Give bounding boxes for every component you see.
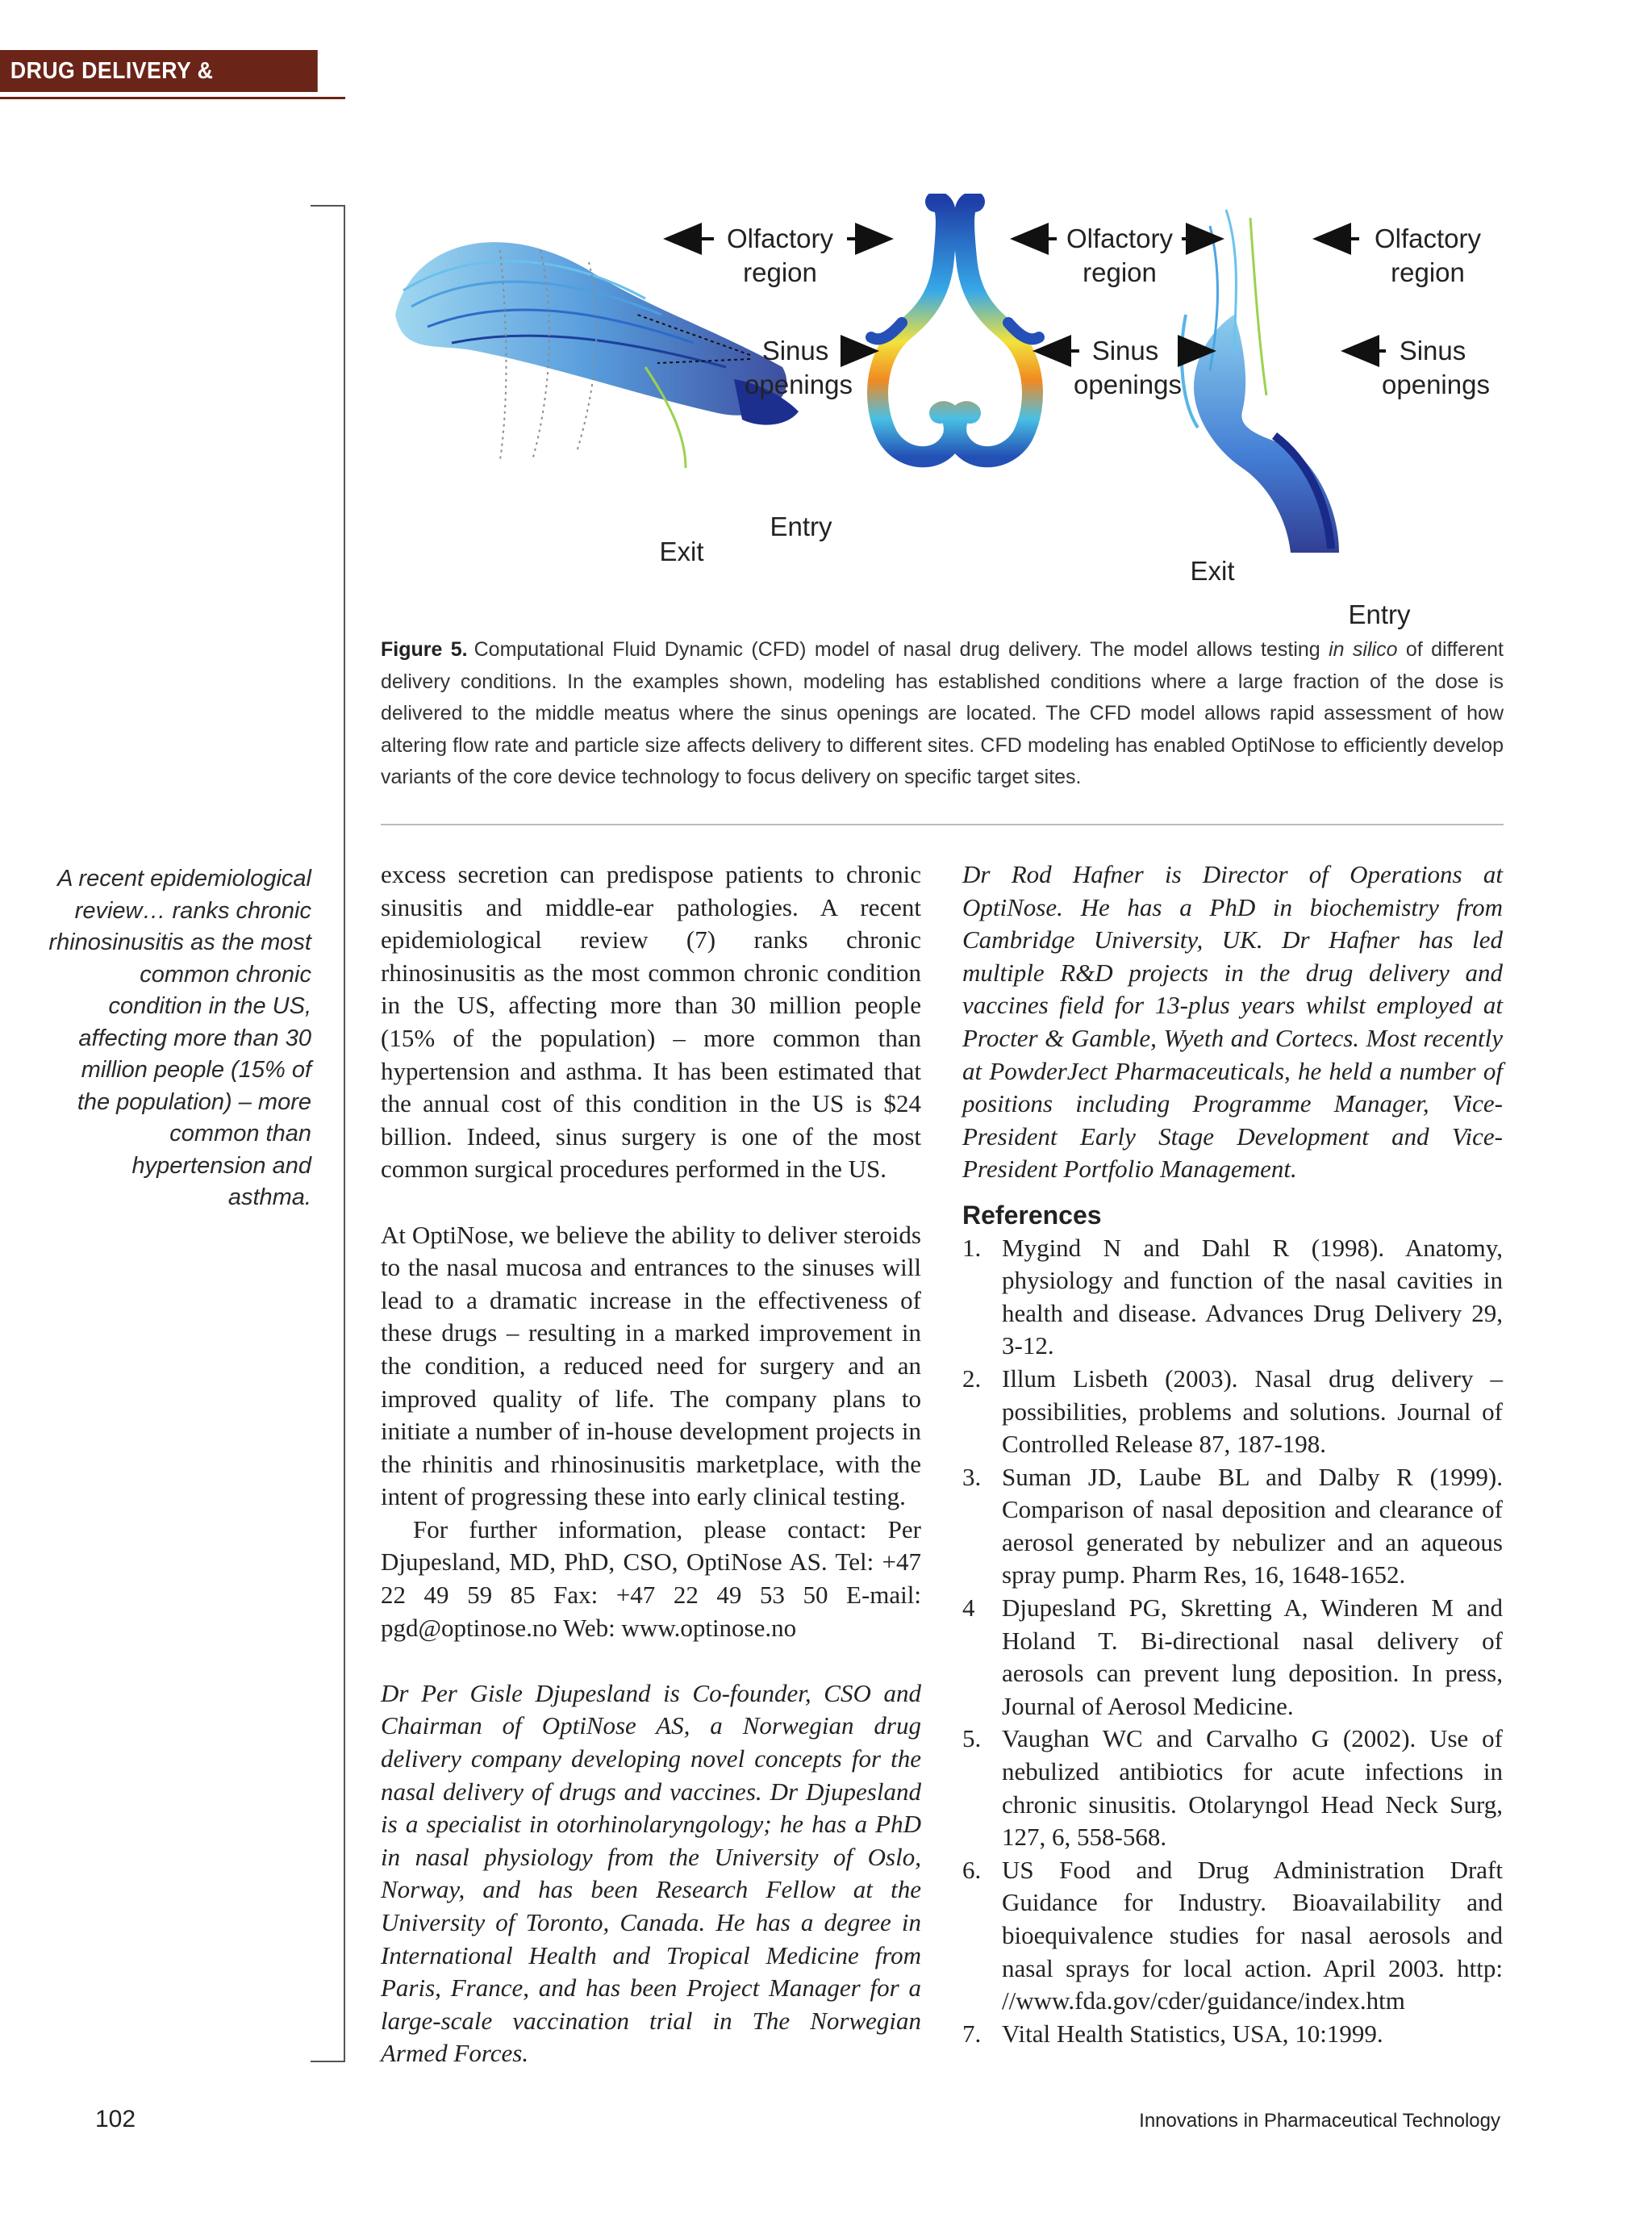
reference-text: Suman JD, Laube BL and Dalby R (1999). Comparison of nasal deposition and clearance of aerosol generated by nebulizer and an aqueous spray pump. Pharm Res, 16, 1648-1652. — [1002, 1462, 1503, 1589]
label-sinus-left-1: Sinus — [761, 336, 829, 365]
label-olfactory-right-2: region — [1391, 257, 1465, 287]
label-sinus-right-2: openings — [1382, 370, 1490, 399]
label-olfactory-left-1: Olfactory — [726, 223, 834, 253]
reference-item — [962, 1461, 1503, 1592]
contact-paragraph: For further information, please contact: Per Djupesland, MD, PhD, CSO, OptiNose AS. Tel: +47 22 49 59 85 Fax: +47 22 49 53 50 E-mail: pgd@optinose.no Web: www.optinose.no — [381, 1514, 921, 1642]
reference-number: 7. — [962, 2019, 982, 2048]
section-rule — [0, 97, 345, 99]
body-paragraph-2: At OptiNose, we believe the ability to deliver steroids to the nasal mucosa and entrances to the sinuses will lead to a dramatic increase in the effectiveness of these drugs – resulting in a marked improvement in the condition, a reduced need for surgery and an improved quality of life. The company plans to initiate a number of in-house development projects in the rhinitis and rhinosinusitis marketplace, with the intent of progressing these into early clinical testing. — [381, 1220, 921, 1511]
figure-annotations — [637, 223, 1490, 629]
references-list — [962, 1232, 1503, 2051]
label-sinus-left-2: openings — [745, 370, 853, 399]
reference-item — [962, 1232, 1503, 1363]
reference-number: 3. — [962, 1462, 982, 1491]
left-streamline-model — [395, 242, 799, 468]
journal-name: Innovations in Pharmaceutical Technology — [1139, 2110, 1500, 2132]
references-heading: References — [962, 1200, 1102, 1230]
section-tag: DRUG DELIVERY & FORMULATION — [0, 50, 318, 92]
caption-divider — [381, 824, 1504, 825]
label-olfactory-middle-2: region — [1083, 257, 1157, 287]
reference-item — [962, 1363, 1503, 1461]
reference-item — [962, 1854, 1503, 2018]
reference-text: US Food and Drug Administration Draft Guidance for Industry. Bioavailability and bioequivalence studies for nasal aerosols and nasal sprays for local action. April 2003. http: //www.fda.gov/cder/guidance/index.htm — [1002, 1855, 1503, 2015]
cfd-figure-image — [379, 194, 1508, 633]
label-exit-left: Exit — [659, 537, 704, 566]
reference-text: Mygind N and Dahl R (1998). Anatomy, physiology and function of the nasal cavities in health and disease. Advances Drug Delivery 29, 3-12. — [1002, 1233, 1503, 1360]
cfd-figure — [379, 194, 1508, 633]
side-bracket — [311, 205, 345, 2062]
body-column-right — [962, 858, 1503, 2050]
label-sinus-right-1: Sinus — [1399, 336, 1466, 365]
label-sinus-middle-1: Sinus — [1091, 336, 1159, 365]
label-olfactory-left-2: region — [743, 257, 817, 287]
reference-item — [962, 2018, 1503, 2051]
author-bio-djupesland: Dr Per Gisle Djupesland is Co-founder, CSO and Chairman of OptiNose AS, a Norwegian drug delivery company developing novel concepts for the nasal delivery of drugs and vaccines. Dr Djupesland is a specialist in otorhinolaryngology; he has a PhD in nasal physiology from the University of Oslo, Norway, and has been Research Fellow at the University of Toronto, Canada. He has a degree in International Health and Tropical Medicine from Paris, France, and has been Project Manager for a large-scale vaccination trial in The Norwegian Armed Forces. — [381, 1678, 921, 2068]
caption-text-start: Computational Fluid Dynamic (CFD) model of nasal drug delivery. The model allows testing — [473, 638, 1329, 661]
middle-heatmap-model — [871, 202, 1039, 457]
reference-number: 2. — [962, 1364, 982, 1393]
page-number: 102 — [95, 2106, 136, 2132]
body-column-middle — [381, 858, 921, 2070]
body-paragraph-1: excess secretion can predispose patients to chronic sinusitis and middle-ear pathologies. A recent epidemiological review (7) ranks chronic rhinosinusitis as the most common chronic condition in the US, affecting more than 30 million people (15% of the population) – more common than hypertension and asthma. It has been estimated that the annual cost of this condition in the US is $24 billion. Indeed, sinus surgery is one of the most common surgical procedures performed in the US. — [381, 860, 921, 1184]
reference-text: Illum Lisbeth (2003). Nasal drug delivery – possibilities, problems and solutions. Journal of Controlled Release 87, 187-198. — [1002, 1364, 1503, 1459]
reference-text: Vaughan WC and Carvalho G (2002). Use of nebulized antibiotics for acute infections in chronic sinusitis. Otolaryngol Head Neck Surg, 127, 6, 558-568. — [1002, 1724, 1503, 1852]
reference-number: 6. — [962, 1855, 982, 1884]
reference-text: Djupesland PG, Skretting A, Winderen M and Holand T. Bi-directional nasal delivery of aerosols can prevent lung deposition. In press, Journal of Aerosol Medicine. — [1002, 1593, 1503, 1720]
label-entry-left: Entry — [770, 512, 832, 541]
figure-number: Figure 5. — [381, 638, 468, 661]
label-exit-right: Exit — [1190, 556, 1235, 586]
label-olfactory-middle-1: Olfactory — [1066, 223, 1174, 253]
label-entry-right: Entry — [1348, 599, 1411, 629]
figure-caption — [381, 634, 1504, 794]
caption-text-end: of different delivery conditions. In the examples shown, modeling has established conditions where a large fraction of the dose is delivered to the middle meatus where the sinus openings are located. The CFD model allows rapid assessment of how altering flow rate and particle size affects delivery to different sites. CFD modeling has enabled OptiNose to efficiently develop variants of the core device technology to focus delivery on specific target sites. — [381, 638, 1504, 788]
pull-quote: A recent epidemiological review… ranks chronic rhinosinusitis as the most common chronic condition in the US, affecting more than 30 million people (15% of the population) – more common than hypertension and asthma. — [48, 866, 311, 1210]
reference-item — [962, 1592, 1503, 1723]
reference-number: 1. — [962, 1233, 982, 1262]
right-streamline-model — [1182, 210, 1339, 553]
label-olfactory-right-1: Olfactory — [1374, 223, 1482, 253]
label-sinus-middle-2: openings — [1074, 370, 1182, 399]
reference-number: 4 — [962, 1593, 975, 1623]
reference-number: 5. — [962, 1724, 982, 1753]
reference-item — [962, 1723, 1503, 1853]
author-bio-hafner: Dr Rod Hafner is Director of Operations at OptiNose. He has a PhD in biochemistry from Cambridge University, UK. Dr Hafner has led multiple R&D projects in the drug delivery and vaccines field for 13-plus years whilst employed at Procter & Gamble, Wyeth and Cortecs. Most recently at PowderJect Pharmaceuticals, he held a number of positions including Programme Manager, Vice-President Early Stage Development and Vice-President Portfolio Management. — [962, 860, 1503, 1184]
caption-italic-term: in silico — [1329, 638, 1398, 661]
reference-text: Vital Health Statistics, USA, 10:1999. — [1002, 2019, 1383, 2048]
